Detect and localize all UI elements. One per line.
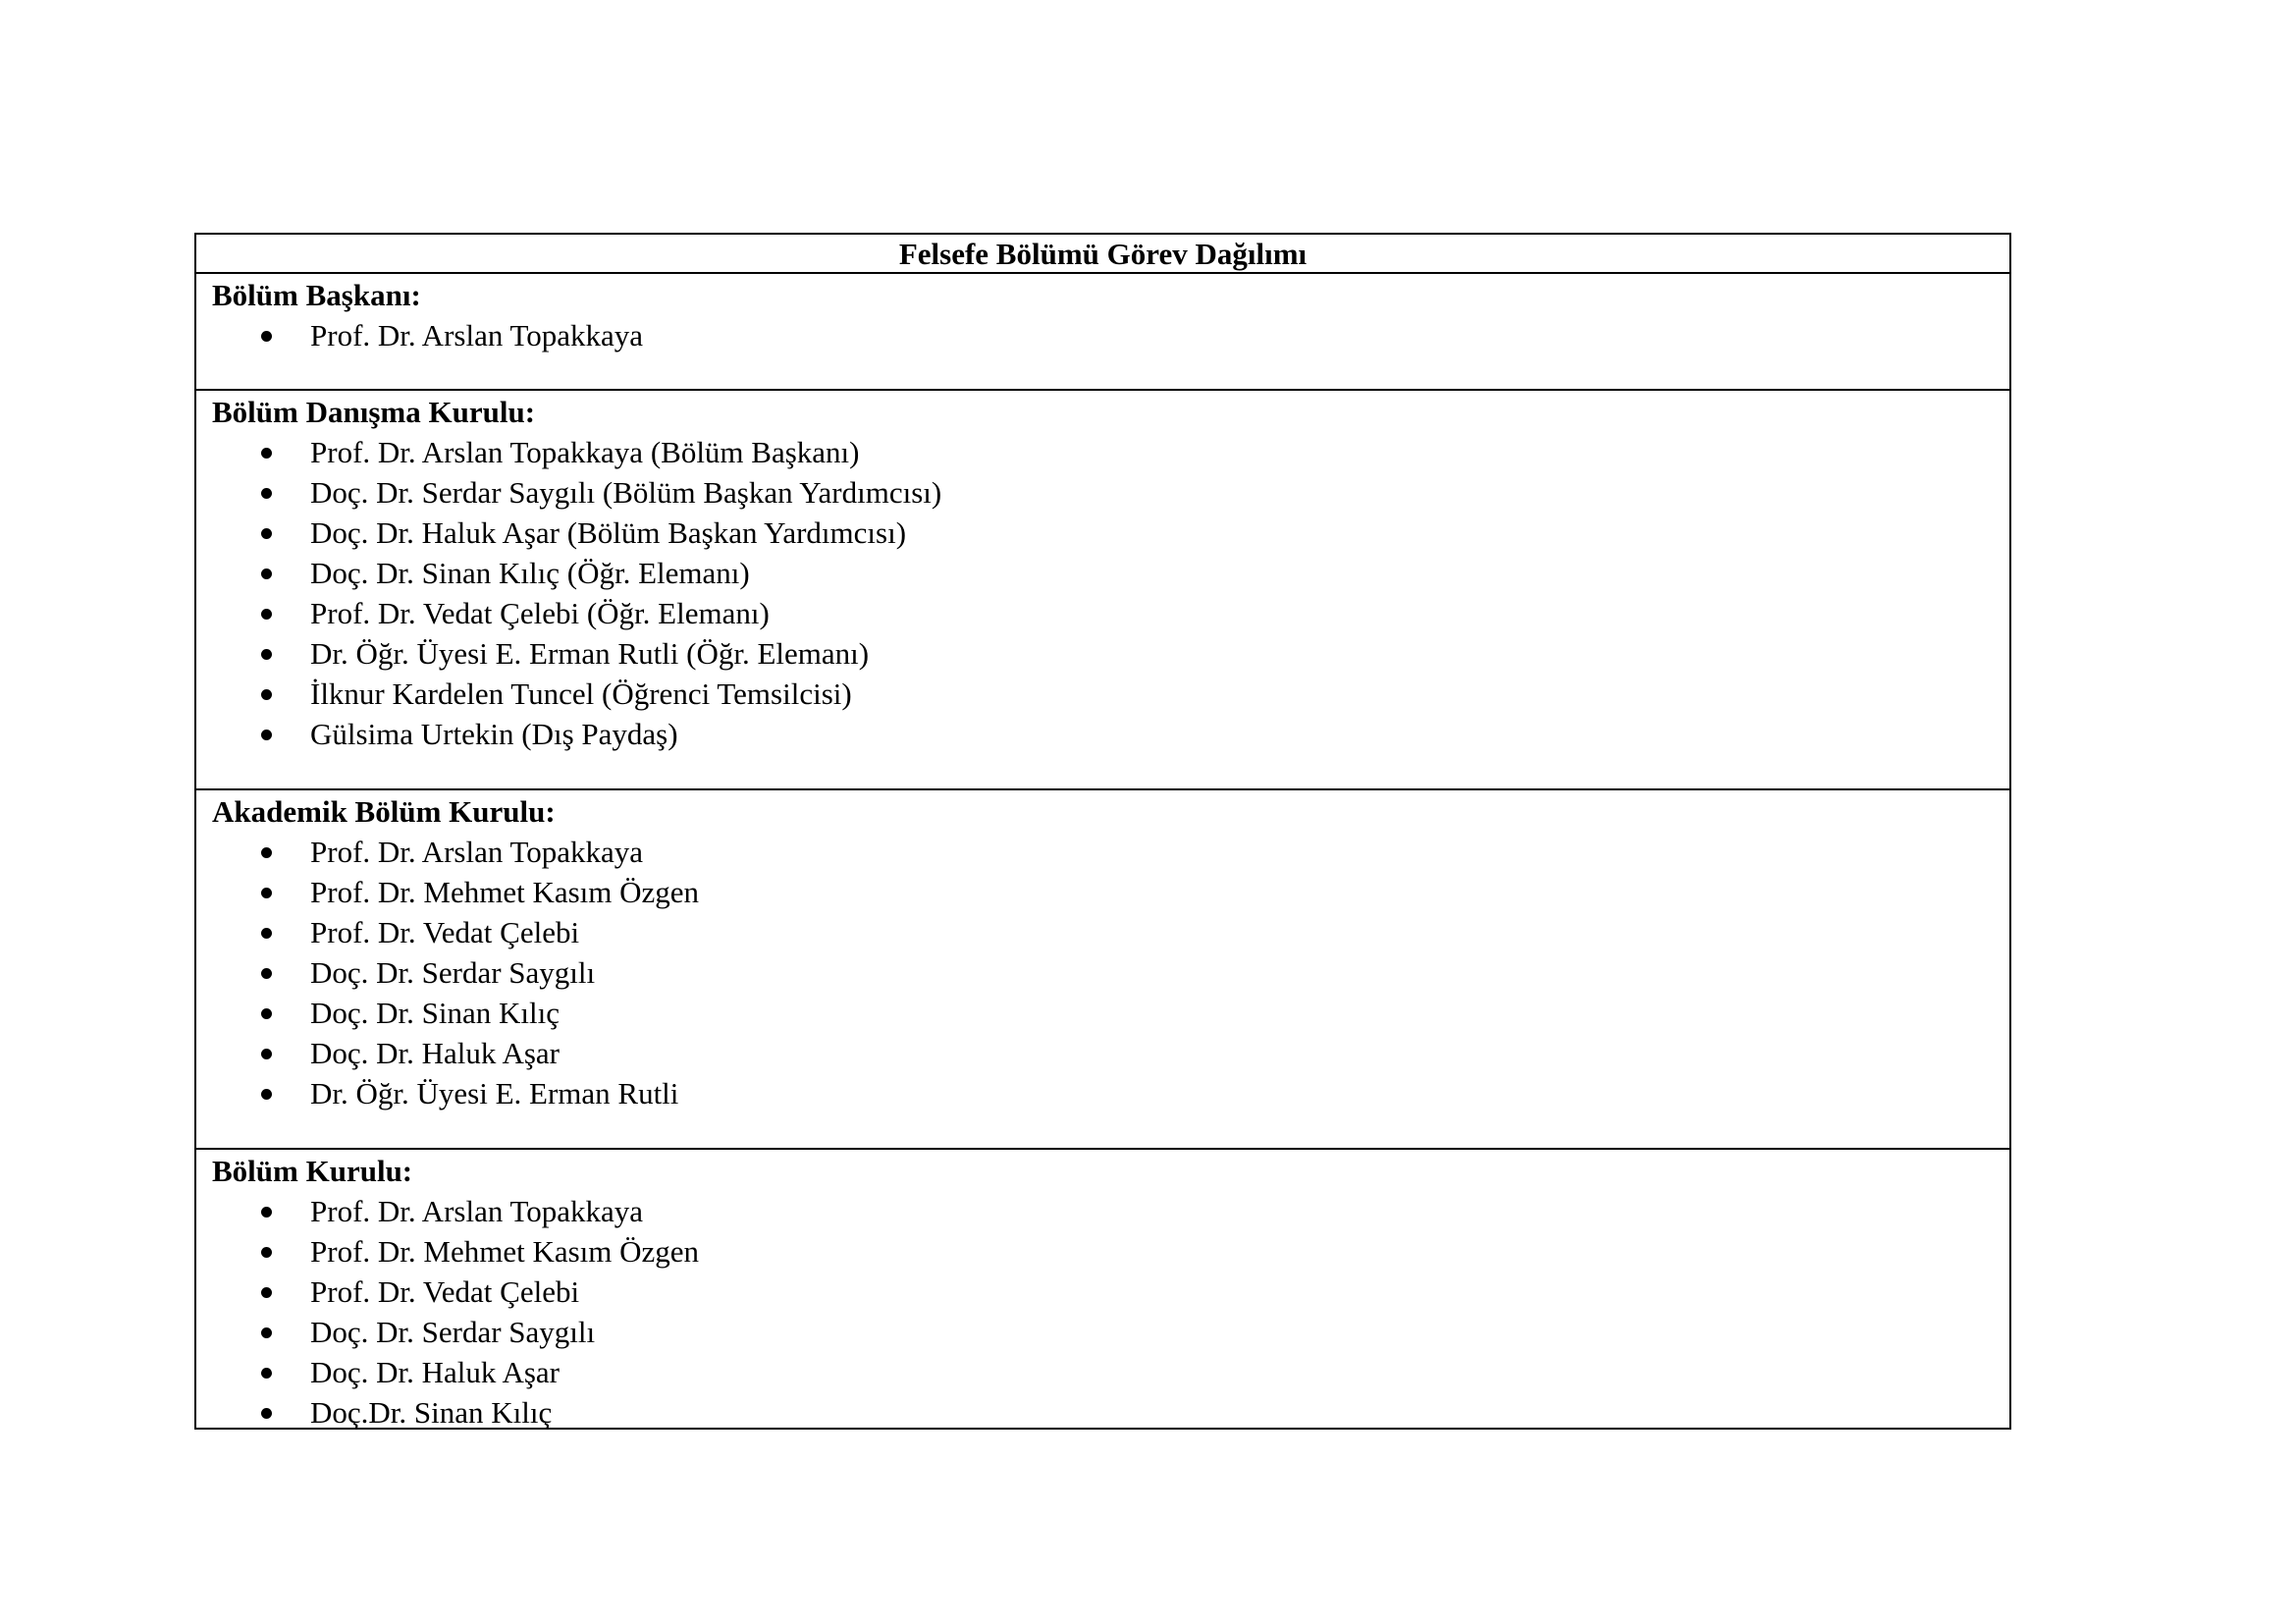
member-name: Prof. Dr. Mehmet Kasım Özgen [310,875,700,909]
bullet-icon [261,568,272,579]
list-item [212,1191,2009,1231]
list-item [212,674,2009,714]
bullet-icon [261,928,272,939]
bullet-icon [261,528,272,539]
list-item [212,1231,2009,1272]
member-name: Doç. Dr. Sinan Kılıç (Öğr. Elemanı) [310,556,750,590]
member-name: Doç. Dr. Haluk Aşar [310,1036,560,1070]
member-name: Doç. Dr. Serdar Saygılı [310,1315,596,1349]
member-name: Dr. Öğr. Üyesi E. Erman Rutli [310,1076,679,1110]
member-list [212,315,2009,355]
list-item [212,872,2009,912]
bullet-icon [261,1207,272,1218]
member-name: Prof. Dr. Arslan Topakkaya [310,318,644,352]
list-item [212,1272,2009,1312]
member-list [212,832,2009,1113]
list-item [212,432,2009,472]
list-item [212,553,2009,593]
member-name: Doç. Dr. Serdar Saygılı (Bölüm Başkan Yardımcısı) [310,475,942,510]
bullet-icon [261,847,272,858]
member-list [212,432,2009,754]
bullet-icon [261,488,272,499]
section-heading: Bölüm Başkanı: [212,278,421,312]
member-name: Dr. Öğr. Üyesi E. Erman Rutli (Öğr. Elemanı) [310,636,870,671]
bullet-icon [261,888,272,898]
section-heading: Bölüm Kurulu: [212,1154,413,1188]
bullet-icon [261,649,272,660]
member-name: Prof. Dr. Vedat Çelebi [310,1274,580,1309]
member-name: Prof. Dr. Vedat Çelebi (Öğr. Elemanı) [310,596,770,630]
list-item [212,633,2009,674]
bullet-icon [261,1089,272,1100]
list-item [212,1392,2009,1433]
list-item [212,1073,2009,1113]
bullet-icon [261,1368,272,1379]
list-item [212,952,2009,993]
member-name: Doç. Dr. Sinan Kılıç [310,996,560,1030]
list-item [212,1352,2009,1392]
list-item [212,593,2009,633]
bullet-icon [261,1287,272,1298]
member-name: Doç. Dr. Haluk Aşar (Bölüm Başkan Yardımcısı) [310,515,907,550]
section-department-board [196,1150,2009,1428]
section-academic-board [196,790,2009,1150]
member-name: Prof. Dr. Mehmet Kasım Özgen [310,1234,700,1269]
duty-table [194,233,2011,1430]
section-department-head [196,274,2009,391]
bullet-icon [261,1049,272,1059]
bullet-icon [261,968,272,979]
bullet-icon [261,1008,272,1019]
member-name: İlknur Kardelen Tuncel (Öğrenci Temsilcisi) [310,677,852,711]
list-item [212,714,2009,754]
section-advisory-board [196,391,2009,790]
list-item [212,912,2009,952]
section-heading: Bölüm Danışma Kurulu: [212,395,536,429]
bullet-icon [261,1408,272,1419]
table-title: Felsefe Bölümü Görev Dağılımı [196,235,2009,274]
member-name: Doç. Dr. Haluk Aşar [310,1355,560,1389]
bullet-icon [261,689,272,700]
list-item [212,315,2009,355]
list-item [212,513,2009,553]
bullet-icon [261,730,272,740]
list-item [212,1033,2009,1073]
section-heading: Akademik Bölüm Kurulu: [212,794,556,829]
bullet-icon [261,1247,272,1258]
bullet-icon [261,448,272,459]
bullet-icon [261,331,272,342]
list-item [212,832,2009,872]
member-name: Doç. Dr. Serdar Saygılı [310,955,596,990]
member-list [212,1191,2009,1433]
bullet-icon [261,609,272,620]
list-item [212,472,2009,513]
member-name: Prof. Dr. Arslan Topakkaya [310,1194,644,1228]
bullet-icon [261,1327,272,1338]
member-name: Prof. Dr. Arslan Topakkaya (Bölüm Başkanı) [310,435,860,469]
member-name: Prof. Dr. Arslan Topakkaya [310,835,644,869]
member-name: Prof. Dr. Vedat Çelebi [310,915,580,949]
list-item [212,993,2009,1033]
member-name: Doç.Dr. Sinan Kılıç [310,1395,553,1430]
list-item [212,1312,2009,1352]
member-name: Gülsima Urtekin (Dış Paydaş) [310,717,678,751]
